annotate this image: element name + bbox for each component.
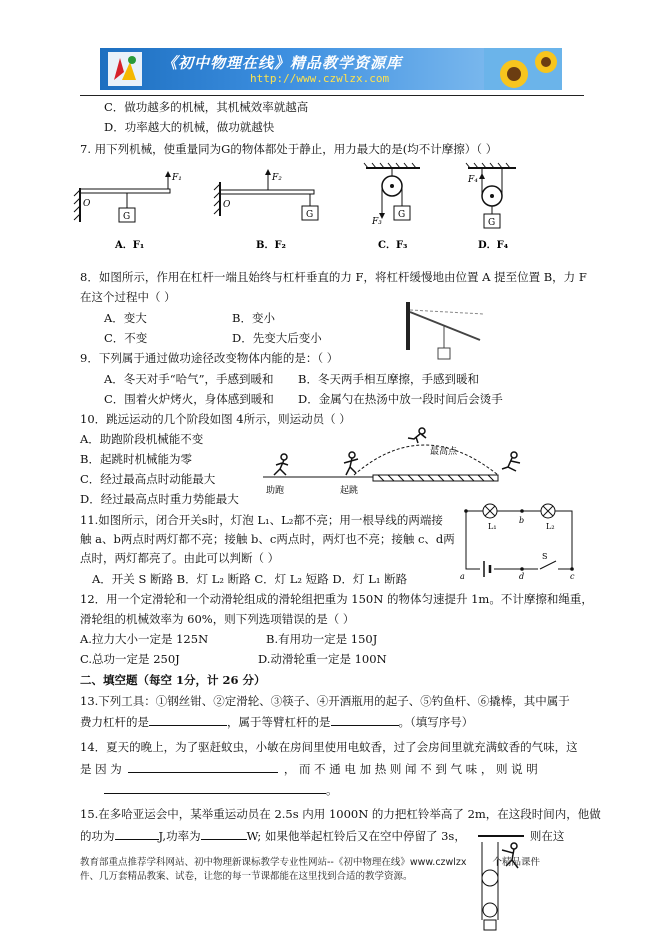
q14-blank-2[interactable] [104,783,326,794]
q15-line-2: 的功为 J,功率为 W; 如果他举起杠铃后又在空中停留了 3s， 则在这 [80,829,565,843]
q7-stem: 7. 用下列机械，使重量同为G的物体都处于静止，用力最大的是(均不计摩擦）（ ） [80,142,498,156]
q10-option-c: C．经过最高点时动能最大 [80,472,216,486]
q9-option-c: C．围着火炉烤火，身体感到暖和 [104,392,274,406]
q8-stem-2: 在这个过程中（ ） [80,290,176,304]
header-rule [80,95,584,96]
svg-text:F₁: F₁ [172,173,182,183]
q14-line-1: 14．夏天的晚上，为了驱赶蚊虫，小敏在房间里使用电蚊香，过了会房间里就充满蚊香的气味，这 [80,740,578,754]
q8-option-d: D．先变大后变小 [232,331,322,345]
q12-line-1: 12．用一个定滑轮和一个动滑轮组成的滑轮组把重为 150N 的物体匀速提升 1m。不计摩擦和绳重， [80,592,593,606]
q14-blank-1[interactable] [128,762,278,773]
svg-text:L₂: L₂ [546,522,555,531]
q10-option-a: A．助跑阶段机械能不变 [80,432,204,446]
q9-option-d: D．金属勺在热汤中放一段时间后会烫手 [298,392,503,406]
q7-fig-c [364,163,420,227]
q8-option-a: A．变大 [104,311,147,325]
svg-text:L₁: L₁ [488,522,497,531]
q15-blank-2[interactable] [201,829,247,840]
q7-figure [70,160,550,255]
q8-option-b: B．变小 [232,311,275,325]
q13-blank-1[interactable] [149,715,227,726]
q15-blank-1[interactable] [115,829,159,840]
section-2-title: 二、填空题（每空 1分，计 26 分） [80,673,266,687]
q12-option-b: B.有用功一定是 150J [266,632,378,646]
q12-line-2: 滑轮组的机械效率为 60%，则下列选项错误的是（ ） [80,612,355,626]
header-title: 《初中物理在线》精品教学资源库 [162,54,403,72]
runner-icon [274,454,288,475]
q13-line-2: 费力杠杆的是 ，属于等臂杠杆的是 。（填写序号） [80,715,474,729]
q15-line-1: 15.在多哈亚运会中，某举重运动员在 2.5s 内用 1000N 的力把杠铃举高了 2m，在这段时间内，他做 [80,807,601,821]
jumper-icon [344,452,358,475]
svg-text:b: b [519,516,525,525]
bulb-l1-icon [483,504,497,518]
q12-option-d: D.动滑轮重一定是 100N [258,652,387,666]
q9-stem: 9．下列属于通过做功途径改变物体内能的是：（ ） [80,351,339,365]
svg-text:最高点: 最高点 [430,447,458,457]
q7-fig-a [74,171,182,222]
svg-text:F₂: F₂ [272,173,282,183]
q7-fig-b [214,169,318,220]
svg-text:O: O [223,200,231,210]
q10-option-d: D．经过最高点时重力势能最大 [80,492,239,506]
svg-text:c: c [570,572,575,581]
bulb-l2-icon [541,504,555,518]
svg-text:G: G [123,212,131,222]
flyer-icon [408,428,426,443]
svg-text:S: S [542,552,548,561]
q8-option-c: C．不变 [104,331,148,345]
q6-option-c: C．做功越多的机械，其机械效率就越高 [104,100,309,114]
q7-label-c: C．F₃ [378,240,408,251]
q12-option-a: A.拉力大小一定是 125N [80,632,209,646]
q13-blank-2[interactable] [331,715,399,726]
q7-label-b: B．F₂ [256,240,286,251]
q8-stem-1: 8．如图所示，作用在杠杆一端且始终与杠杆垂直的力 F，将杠杆缓慢地由位置 A 提至位置 B，力 F [80,270,587,284]
q9-option-a: A．冬天对手“哈气”，手感到暖和 [104,372,274,386]
svg-text:助跑: 助跑 [266,486,285,496]
header-banner [100,48,562,90]
q11-line-2: 触 a、b两点时两灯都不亮；接触 b、c两点时，两灯也不亮；接触 c、d两 [80,532,455,546]
q14-line-3: 。 [104,782,338,798]
svg-text:O: O [83,199,91,209]
q10-option-b: B．起跳时机械能为零 [80,452,192,466]
footer-line-2: 件、几万套精品教案、试卷，让您的每一节课都能在这里找到合适的教学资源。 [80,871,413,882]
footer-line-1: 教育部重点推荐学科网站、初中物理新课标教学专业性网站--《初中物理在线》www.czwlzx 个精品课件 [80,857,541,868]
lander-icon [502,452,520,471]
q10-stem: 10．跳远运动的几个阶段如图 4所示，则运动员（ ） [80,412,351,426]
q11-line-1: 11.如图所示，闭合开关s时，灯泡 L₁、L₂都不亮；用一根导线的两端接 [80,513,443,527]
header-url[interactable]: http://www.czwlzx.com [250,72,390,85]
q12-option-c: C.总功一定是 250J [80,652,180,666]
q7-fig-d [466,163,516,228]
svg-text:F₄: F₄ [468,175,478,185]
logo-icon [108,52,142,86]
svg-text:G: G [306,210,314,220]
q9-option-b: B．冬天两手相互摩擦，手感到暖和 [298,372,479,386]
svg-text:G: G [488,218,496,228]
svg-text:G: G [398,210,406,220]
svg-text:a: a [460,572,465,581]
q13-line-1: 13.下列工具：①钢丝钳、②定滑轮、③筷子、④开酒瓶用的起子、⑤钓鱼杆、⑥撬棒，其中属于 [80,694,570,708]
q8-lever-figure [400,300,500,370]
q11-circuit-figure [460,497,580,582]
q10-figure [258,425,533,497]
q6-option-d: D．功率越大的机械，做功就越快 [104,120,275,134]
q7-label-d: D．F₄ [478,240,509,251]
q7-label-a: A．F₁ [115,240,145,251]
svg-text:F₃: F₃ [372,217,382,227]
footer [80,856,540,884]
q11-line-3: 点时，两灯都亮了。由此可以判断（ ） [80,551,280,565]
q14-line-2: 是 因 为 ， 而 不 通 电 加 热 则 闻 不 到 气 味 ， 则 说 明 [80,762,538,776]
sunflower-icon [484,48,562,90]
q11-options: A．开关 S 断路 B．灯 L₂ 断路 C．灯 L₂ 短路 D．灯 L₁ 断路 [92,572,408,586]
svg-text:起跳: 起跳 [340,486,359,496]
svg-text:d: d [519,572,525,581]
